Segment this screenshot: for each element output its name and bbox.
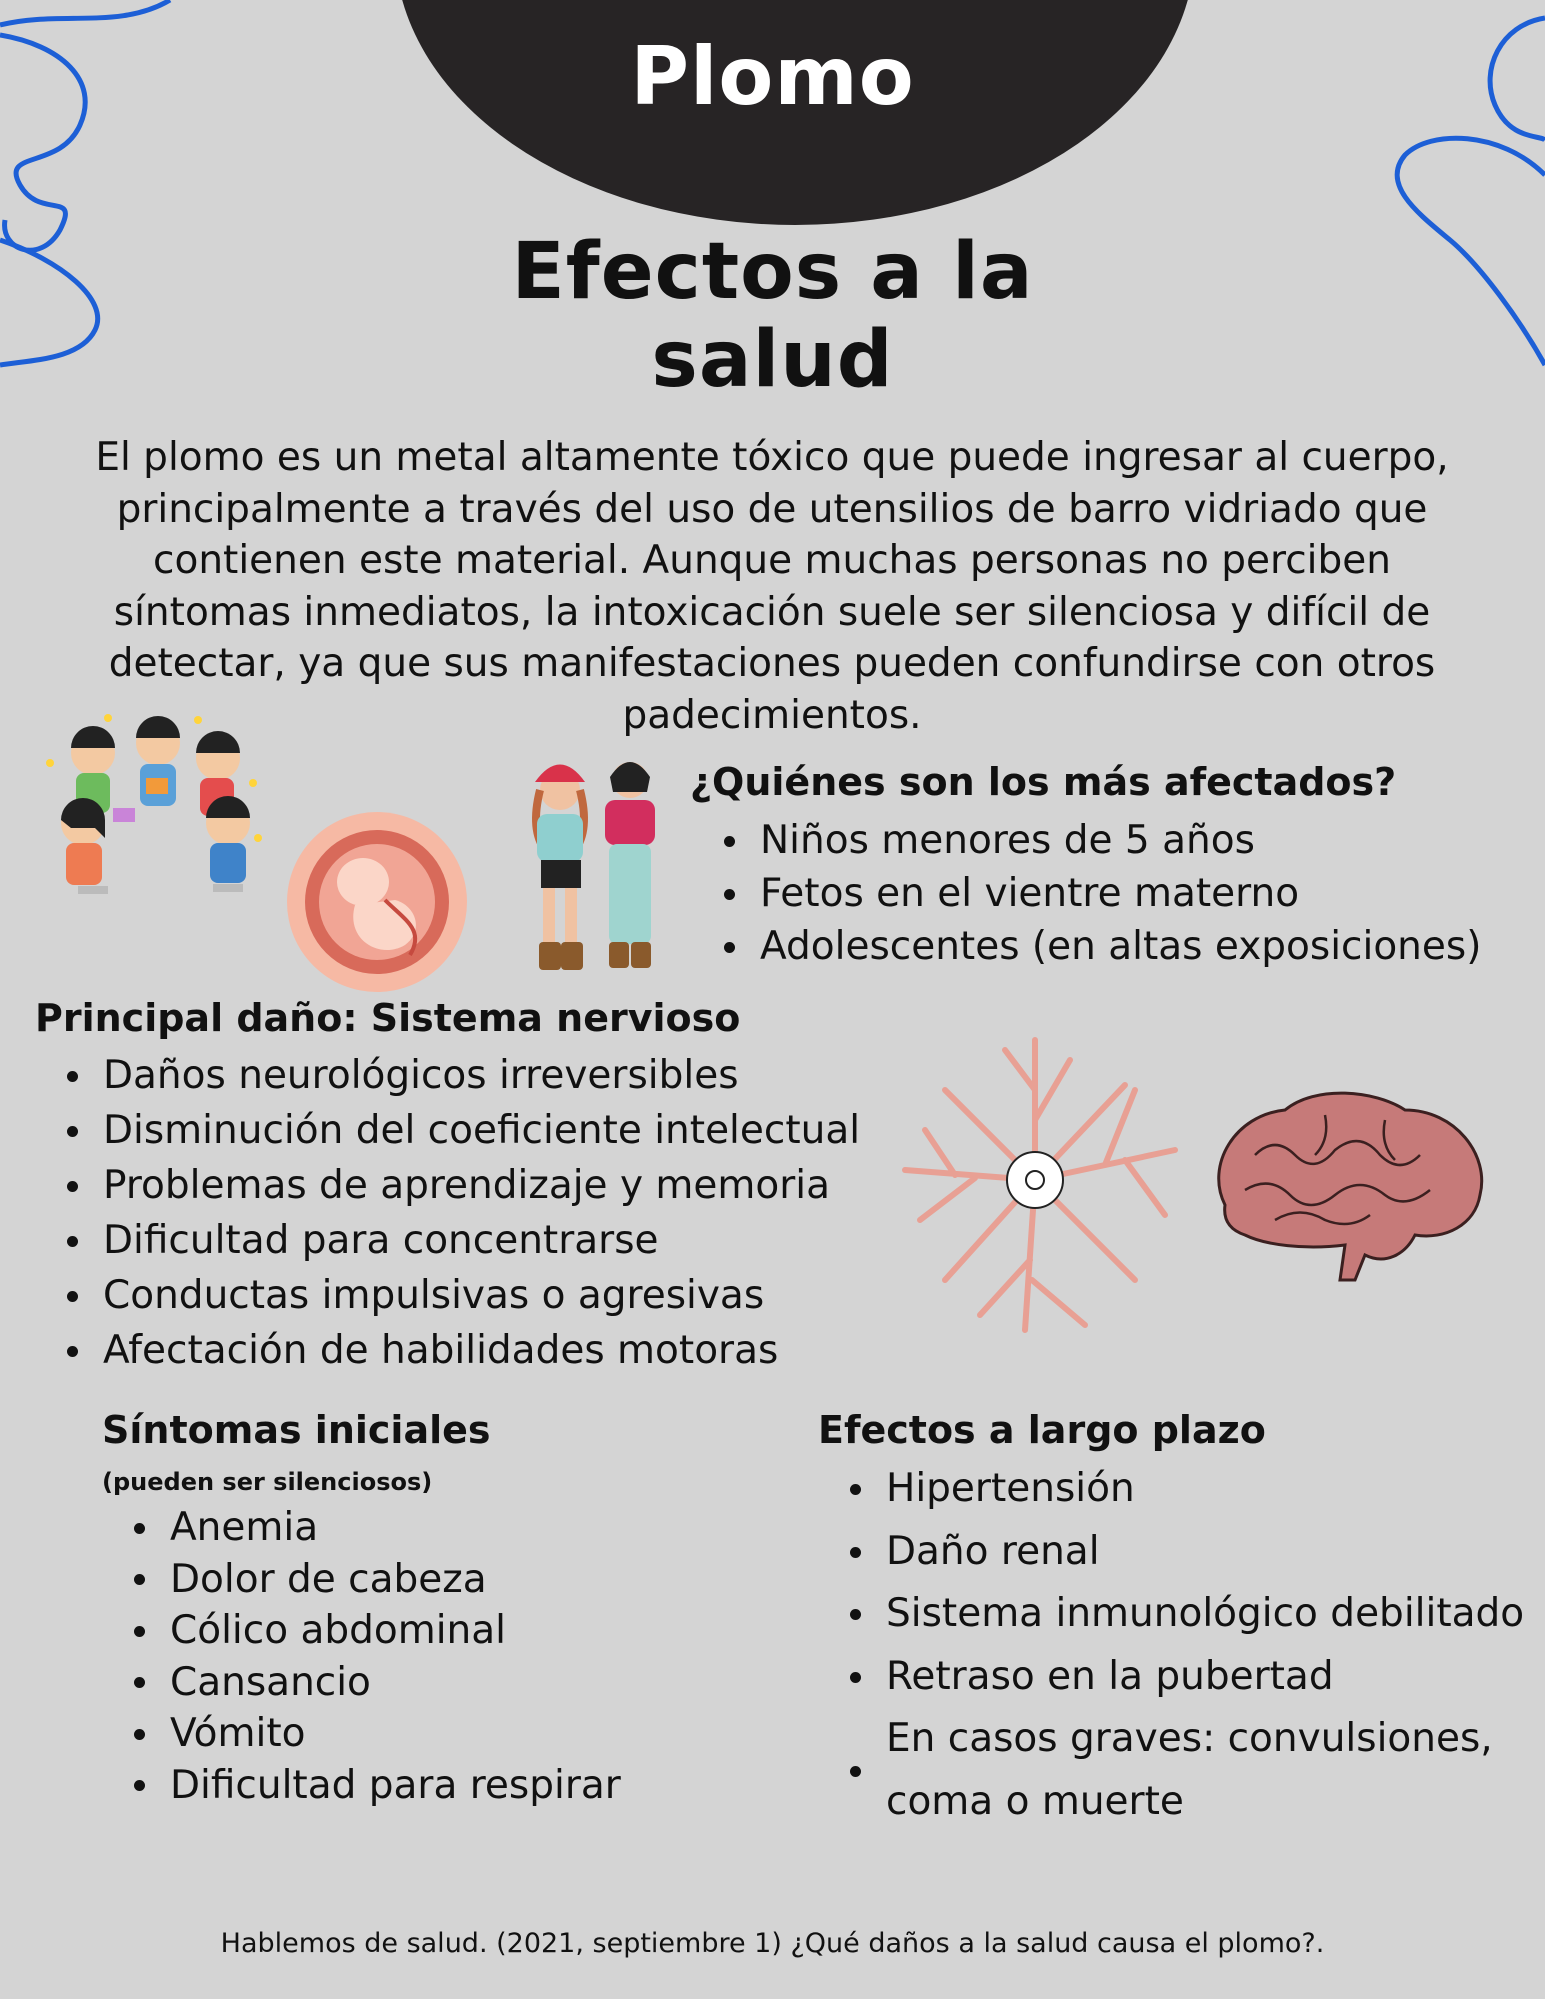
- neuron-illustration: [885, 1030, 1190, 1340]
- teenagers-illustration: [505, 752, 680, 977]
- list-item: Niños menores de 5 años: [716, 814, 1530, 867]
- damage-list: [59, 1048, 915, 1378]
- list-item: Daños neurológicos irreversibles: [59, 1048, 915, 1103]
- long-term-list: [842, 1458, 1533, 1833]
- brand-title: Plomo: [630, 30, 915, 123]
- citation: Hablemos de salud. (2021, septiembre 1) ¿Qué daños a la salud causa el plomo?.: [220, 1928, 1325, 1959]
- list-item: Conductas impulsivas o agresivas: [59, 1268, 915, 1323]
- list-item: Adolescentes (en altas exposiciones): [716, 920, 1530, 973]
- list-item: Dificultad para concentrarse: [59, 1213, 915, 1268]
- damage-section: [35, 996, 915, 1378]
- affected-list: [716, 814, 1530, 973]
- list-item: Anemia: [126, 1502, 722, 1554]
- long-term-heading: Efectos a largo plazo: [818, 1408, 1266, 1452]
- list-item: Retraso en la pubertad: [842, 1646, 1533, 1709]
- symptoms-section: [102, 1408, 722, 1811]
- list-item: Dolor de cabeza: [126, 1554, 722, 1606]
- list-item: Fetos en el vientre materno: [716, 867, 1530, 920]
- list-item: Daño renal: [842, 1521, 1533, 1584]
- list-item: Disminución del coeficiente intelectual: [59, 1103, 915, 1158]
- symptoms-note: (pueden ser silenciosos): [102, 1468, 433, 1496]
- fetus-illustration: [285, 810, 470, 995]
- damage-heading: Principal daño: Sistema nervioso: [35, 996, 741, 1040]
- list-item: Afectación de habilidades motoras: [59, 1323, 915, 1378]
- list-item: Sistema inmunológico debilitado: [842, 1583, 1533, 1646]
- list-item: Problemas de aprendizaje y memoria: [59, 1158, 915, 1213]
- list-item: Cansancio: [126, 1657, 722, 1709]
- affected-section: [690, 760, 1530, 973]
- list-item: En casos graves: convulsiones, coma o muerte: [842, 1708, 1533, 1833]
- intro-paragraph: El plomo es un metal altamente tóxico que puede ingresar al cuerpo, principalmente a través del uso de utensilios de barro vidriado que contienen este material. Aunque muchas personas no perciben síntomas inmediatos, la intoxicación suele ser silenciosa y difícil de detectar, ya que sus manifestaciones pueden confundirse con otros padecimientos.: [95, 435, 1449, 738]
- list-item: Cólico abdominal: [126, 1605, 722, 1657]
- brain-illustration: [1205, 1085, 1490, 1285]
- list-item: Hipertensión: [842, 1458, 1533, 1521]
- long-term-section: [818, 1408, 1533, 1833]
- children-group-illustration: [38, 708, 268, 913]
- affected-heading: ¿Quiénes son los más afectados?: [690, 760, 1397, 804]
- symptoms-heading: Síntomas iniciales: [102, 1408, 491, 1452]
- page-title-line2: salud: [651, 315, 894, 405]
- page-title-line1: Efectos a la: [511, 227, 1034, 317]
- page-title: [0, 228, 1545, 404]
- symptoms-list: [126, 1502, 722, 1811]
- list-item: Vómito: [126, 1708, 722, 1760]
- list-item: Dificultad para respirar: [126, 1760, 722, 1812]
